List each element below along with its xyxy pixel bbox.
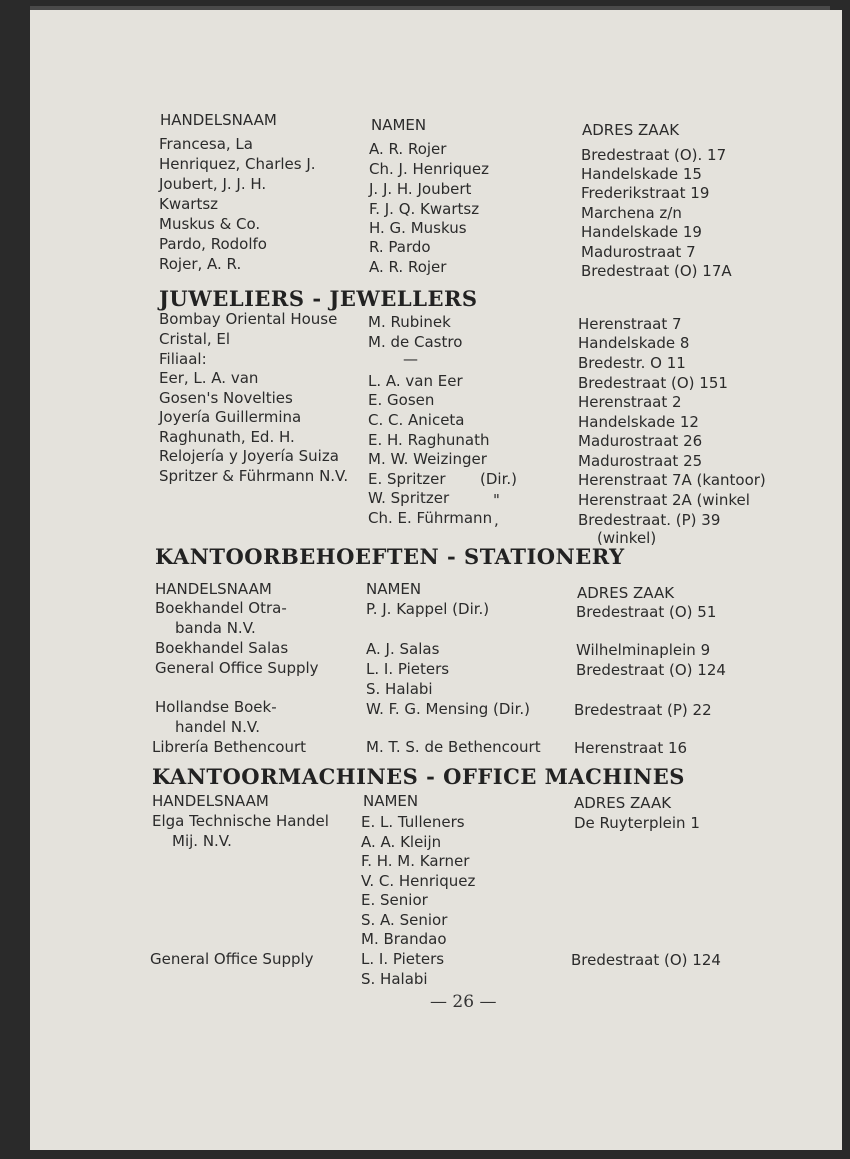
owner-name: M. Brandao bbox=[361, 930, 447, 948]
owner-name: E. Senior bbox=[361, 891, 428, 909]
owner-name: C. C. Aniceta bbox=[368, 411, 465, 429]
trade-name: Bombay Oriental House bbox=[159, 310, 338, 328]
owner-name: S. Halabi bbox=[366, 680, 433, 698]
business-address: Handelskade 12 bbox=[578, 413, 699, 431]
trade-name: Joubert, J. J. H. bbox=[159, 175, 267, 193]
business-address: Handelskade 15 bbox=[581, 165, 702, 183]
column-header-namen: NAMEN bbox=[363, 792, 419, 810]
business-address: Herenstraat 7 bbox=[578, 315, 682, 333]
owner-name: H. G. Muskus bbox=[369, 219, 467, 237]
trade-name: Kwartsz bbox=[159, 195, 219, 213]
owner-name: M. T. S. de Bethencourt bbox=[366, 738, 541, 756]
business-address: Bredestraat (O) 51 bbox=[576, 603, 717, 621]
column-header-handelsnaam: HANDELSNAAM bbox=[155, 580, 272, 598]
business-address: Madurostraat 26 bbox=[578, 432, 703, 450]
column-header-namen: NAMEN bbox=[366, 580, 422, 598]
owner-name: F. H. M. Karner bbox=[361, 852, 470, 870]
owner-name: S. Halabi bbox=[361, 970, 428, 988]
business-address: De Ruyterplein 1 bbox=[574, 814, 700, 832]
owner-role: (Dir.) bbox=[480, 470, 517, 488]
business-address: Bredestraat (P) 22 bbox=[574, 701, 712, 719]
business-address: Herenstraat 2 bbox=[578, 393, 682, 411]
owner-name: A. R. Rojer bbox=[369, 258, 447, 276]
owner-name: V. C. Henriquez bbox=[361, 872, 476, 890]
column-header-handelsnaam: HANDELSNAAM bbox=[152, 792, 269, 810]
business-address: Bredestraat (O). 17 bbox=[581, 146, 727, 164]
page-number: — 26 — bbox=[430, 992, 497, 1012]
owner-name: L. I. Pieters bbox=[361, 950, 445, 968]
owner-name: M. de Castro bbox=[368, 333, 463, 351]
trade-name: Librería Bethencourt bbox=[152, 738, 307, 756]
trade-name: General Office Supply bbox=[150, 950, 314, 968]
ditto-mark: , bbox=[494, 511, 499, 529]
trade-name: Filiaal: bbox=[159, 350, 207, 368]
business-address: Herenstraat 2A (winkel bbox=[578, 491, 750, 509]
owner-name: E. Gosen bbox=[368, 391, 435, 409]
business-address: Herenstraat 16 bbox=[574, 739, 688, 757]
column-header-handelsnaam: HANDELSNAAM bbox=[160, 111, 277, 129]
trade-name: Pardo, Rodolfo bbox=[159, 235, 267, 253]
business-address: Bredestraat (O) 124 bbox=[576, 661, 726, 679]
business-address: Handelskade 19 bbox=[581, 223, 702, 241]
ditto-mark: " bbox=[493, 491, 500, 509]
trade-name: Rojer, A. R. bbox=[159, 255, 242, 273]
business-address: Madurostraat 25 bbox=[578, 452, 703, 470]
owner-name: L. I. Pieters bbox=[366, 660, 450, 678]
trade-name: Eer, L. A. van bbox=[159, 369, 259, 387]
business-address: Bredestraat. (P) 39 bbox=[578, 511, 721, 529]
business-address: Bredestraat (O) 17A bbox=[581, 262, 732, 280]
owner-name: M. Rubinek bbox=[368, 313, 451, 331]
trade-name: Relojería y Joyería Suiza bbox=[159, 447, 339, 465]
business-address: Bredestraat (O) 124 bbox=[571, 951, 721, 969]
owner-name: J. J. H. Joubert bbox=[369, 180, 472, 198]
business-address: Marchena z/n bbox=[581, 204, 682, 222]
owner-name: W. F. G. Mensing (Dir.) bbox=[366, 700, 530, 718]
trade-name: Gosen's Novelties bbox=[159, 389, 293, 407]
business-address: Bredestraat (O) 151 bbox=[578, 374, 728, 392]
trade-name: Joyería Guillermina bbox=[159, 408, 302, 426]
owner-name: R. Pardo bbox=[369, 238, 431, 256]
trade-name: Francesa, La bbox=[159, 135, 253, 153]
trade-name: Boekhandel Salas bbox=[155, 639, 289, 657]
owner-name: E. L. Tulleners bbox=[361, 813, 465, 831]
trade-name: banda N.V. bbox=[175, 619, 256, 637]
owner-name: Ch. J. Henriquez bbox=[369, 160, 489, 178]
trade-name: Henriquez, Charles J. bbox=[159, 155, 316, 173]
column-header-adres: ADRES ZAAK bbox=[582, 121, 680, 139]
owner-name: Ch. E. Führmann bbox=[368, 509, 493, 527]
business-address: Herenstraat 7A (kantoor) bbox=[578, 471, 766, 489]
business-address-note: (winkel) bbox=[597, 529, 657, 547]
trade-name: Muskus & Co. bbox=[159, 215, 261, 233]
trade-name: Raghunath, Ed. H. bbox=[159, 428, 295, 446]
owner-name: M. W. Weizinger bbox=[368, 450, 487, 468]
owner-name: L. A. van Eer bbox=[368, 372, 463, 390]
column-header-adres: ADRES ZAAK bbox=[577, 584, 675, 602]
column-header-adres: ADRES ZAAK bbox=[574, 794, 672, 812]
owner-name: P. J. Kappel (Dir.) bbox=[366, 600, 490, 618]
owner-name: E. H. Raghunath bbox=[368, 431, 490, 449]
owner-name: — bbox=[403, 350, 418, 368]
business-address: Madurostraat 7 bbox=[581, 243, 696, 261]
business-address: Wilhelminaplein 9 bbox=[576, 641, 711, 659]
column-header-namen: NAMEN bbox=[371, 116, 427, 134]
trade-name: handel N.V. bbox=[175, 718, 260, 736]
business-address: Frederikstraat 19 bbox=[581, 184, 710, 202]
trade-name: Cristal, El bbox=[159, 330, 231, 348]
owner-name: A. R. Rojer bbox=[369, 140, 447, 158]
section-heading-jewellers: JUWELIERS - JEWELLERS bbox=[159, 286, 478, 311]
owner-name: F. J. Q. Kwartsz bbox=[369, 200, 480, 218]
trade-name: General Office Supply bbox=[155, 659, 319, 677]
owner-name: S. A. Senior bbox=[361, 911, 448, 929]
owner-name: W. Spritzer bbox=[368, 489, 450, 507]
section-heading-stationery: KANTOORBEHOEFTEN - STATIONERY bbox=[155, 544, 625, 569]
business-address: Bredestr. O 11 bbox=[578, 354, 686, 372]
trade-name: Hollandse Boek- bbox=[155, 698, 277, 716]
trade-name: Mij. N.V. bbox=[172, 832, 232, 850]
section-heading-office-machines: KANTOORMACHINES - OFFICE MACHINES bbox=[152, 764, 685, 789]
trade-name: Boekhandel Otra- bbox=[155, 599, 287, 617]
trade-name: Elga Technische Handel bbox=[152, 812, 329, 830]
owner-name: E. Spritzer bbox=[368, 470, 446, 488]
owner-name: A. A. Kleijn bbox=[361, 833, 442, 851]
owner-name: A. J. Salas bbox=[366, 640, 440, 658]
trade-name: Spritzer & Führmann N.V. bbox=[159, 467, 349, 485]
business-address: Handelskade 8 bbox=[578, 334, 690, 352]
